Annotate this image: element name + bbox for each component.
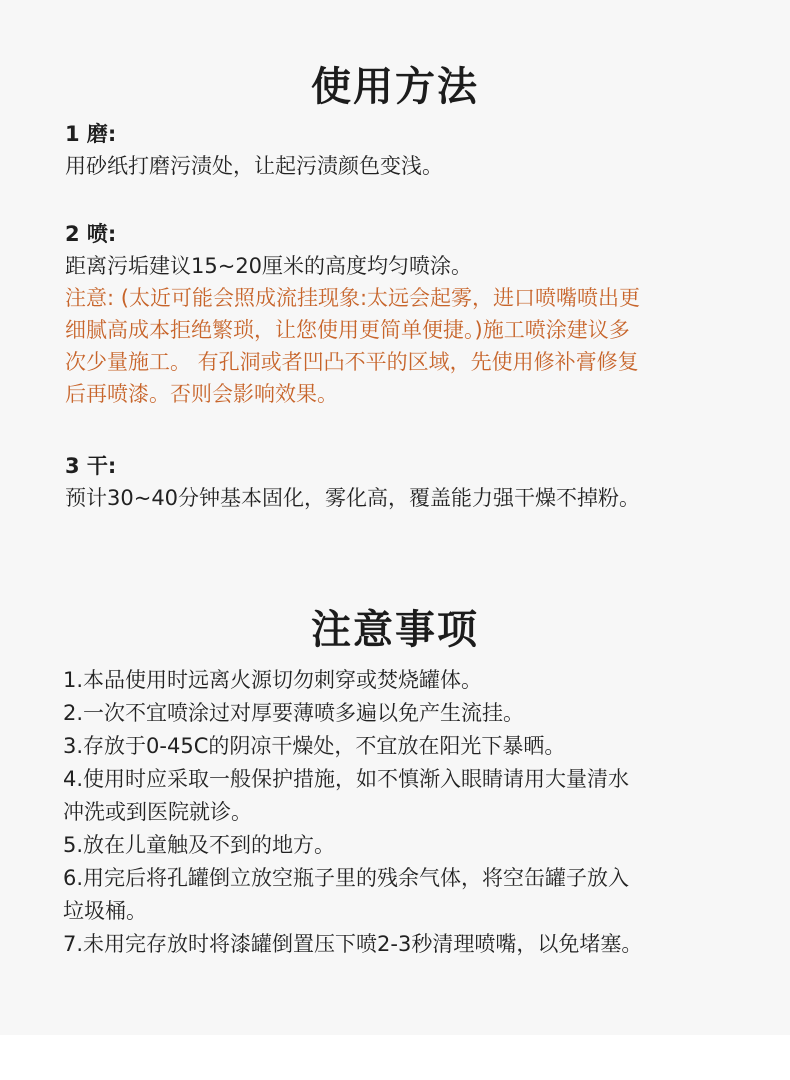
list-item: 垃圾桶。 — [63, 899, 147, 923]
step-title: 2 喷: — [65, 222, 117, 246]
notes-title: 注意事项 — [311, 606, 479, 653]
list-item: 5.放在儿童触及不到的地方。 — [63, 833, 336, 857]
step-title: 1 磨: — [65, 122, 117, 146]
step-note-line: 后再喷漆。否则会影响效果。 — [65, 382, 338, 406]
bottom-margin — [0, 1035, 790, 1080]
list-item: 4.使用时应采取一般保护措施，如不慎渐入眼睛请用大量清水 — [63, 767, 630, 791]
step-note-line: 次少量施工。 有孔洞或者凹凸不平的区域，先使用修补膏修复 — [65, 350, 639, 374]
list-item: 6.用完后将孔罐倒立放空瓶子里的残余气体，将空缶罐子放入 — [63, 866, 630, 890]
usage-title: 使用方法 — [311, 63, 479, 110]
list-item: 3.存放于0-45C的阴凉干燥处，不宜放在阳光下暴晒。 — [63, 734, 566, 758]
step-text: 预计30~40分钟基本固化，雾化高，覆盖能力强干燥不掉粉。 — [65, 486, 641, 510]
notes-list — [63, 664, 723, 961]
step-dry — [65, 450, 745, 514]
step-note-line: 细腻高成本拒绝繁琐，让您使用更简单便捷。)施工喷涂建议多 — [65, 318, 630, 342]
list-item: 7.未用完存放时将漆罐倒置压下喷2-3秒清理喷嘴，以免堵塞。 — [63, 932, 643, 956]
step-text: 距离污垢建议15~20厘米的高度均匀喷涂。 — [65, 254, 473, 278]
list-item: 冲洗或到医院就诊。 — [63, 800, 252, 824]
step-text: 用砂纸打磨污渍处，让起污渍颜色变浅。 — [65, 154, 443, 178]
step-note-line: 注意: (太近可能会照成流挂现象:太远会起雾，进口喷嘴喷出更 — [65, 286, 641, 310]
step-spray — [65, 218, 745, 410]
list-item: 2.一次不宜喷涂过对厚要薄喷多遍以免产生流挂。 — [63, 701, 525, 725]
list-item: 1.本品使用时远离火源切勿刺穿或焚烧罐体。 — [63, 668, 483, 692]
step-title: 3 干: — [65, 454, 117, 478]
step-sand — [65, 118, 745, 182]
